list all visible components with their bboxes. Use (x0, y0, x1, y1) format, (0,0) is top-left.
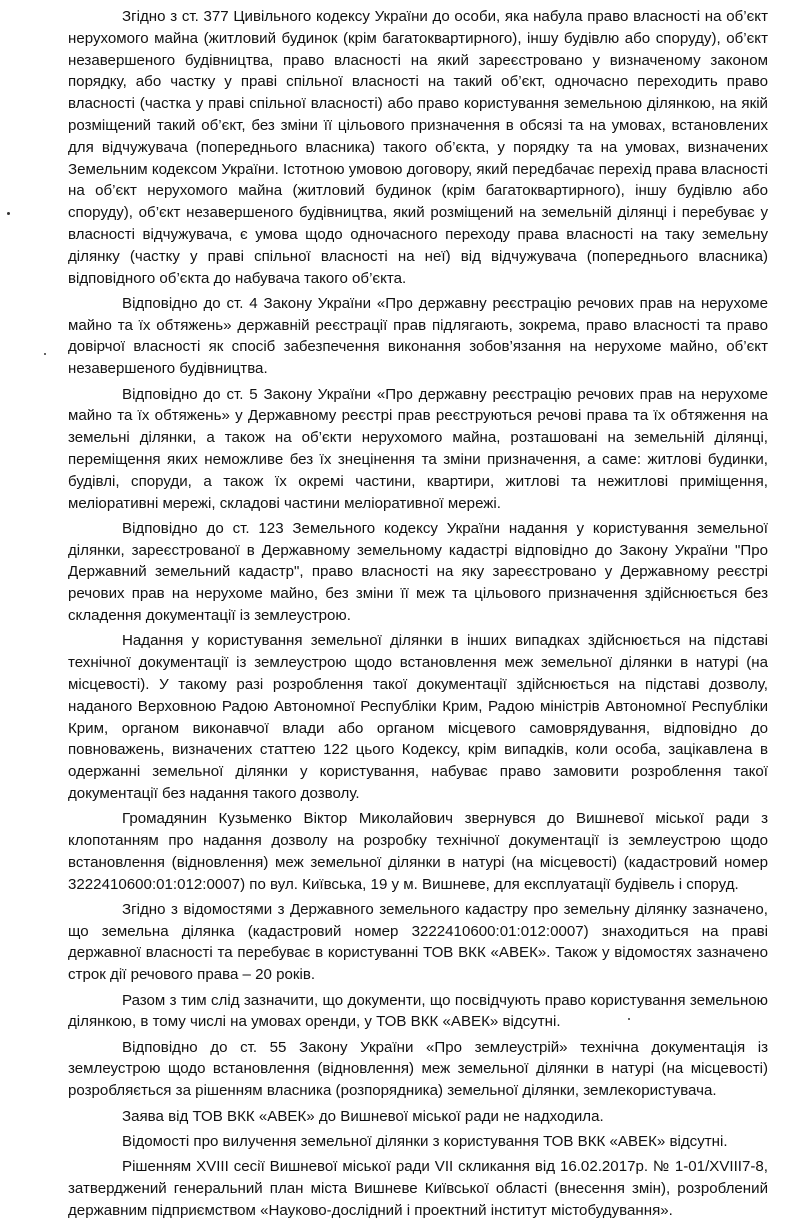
paragraph-3: Відповідно до ст. 5 Закону України «Про державну реєстрацію речових прав на нерухоме майно та їх обтяжень» у Державному реєстрі прав реєструються речові права та їх обтяження на земельні ділянки, а також на об’єкти нерухомого майна, розташовані на земельній ділянці, переміщення яких неможливе без їх знецінення та зміни призначення, а саме: житлові будинки, будівлі, споруди, а також їх окремі частини, квартири, житлові та нежитлові приміщення, меліоративні мережі, складові частини меліоративної мережі. (68, 385, 768, 512)
paragraph-2: Відповідно до ст. 4 Закону України «Про державну реєстрацію речових прав на нерухоме майно та їх обтяжень» державній реєстрації прав підлягають, зокрема, право власності та право довірчої власності як спосіб забезпечення виконання зобов’язання на нерухоме майно, об’єкт незавершеного будівництва. (68, 294, 768, 378)
paragraph-4: Відповідно до ст. 123 Земельного кодексу України надання у користування земельної ділянки, зареєстрованої в Державному земельному кадастрі відповідно до Закону України "Про Державний земельний кадастр", право власності на яку зареєстровано у Державному реєстрі речових прав на нерухоме майно, без зміни її меж та цільового призначення здійснюється без складення документації із землеустрою. (68, 519, 768, 625)
paragraph-7: Згідно з відомостями з Державного земельного кадастру про земельну ділянку зазначено, що земельна ділянка (кадастровий номер 3222410600:01:012:0007) знаходиться на праві державної власності та перебуває в користуванні ТОВ ВКК «АВЕК». Також у відомостях зазначено строк дії речового права – 20 років. (68, 900, 768, 984)
paragraph-6: Громадянин Кузьменко Віктор Миколайович звернувся до Вишневої міської ради з клопотанням про надання дозволу на розробку технічної документації із землеустрою щодо встановлення (відновлення) меж земельної ділянки в натурі (на місцевості) (кадастровий номер 3222410600:01:012:0007) по вул. Київська, 19 у м. Вишневе, для експлуатації будівель і споруд. (68, 810, 768, 893)
document-body (68, 6, 768, 1225)
paragraph-12: Рішенням XVIII сесії Вишневої міської ради VII скликання від 16.02.2017р. № 1-01/XVIII7-8, затверджений генеральний план міста Вишневе Київської області (внесення змін), розроблений державним підприємством «Науково-дослідний і проектний інститут містобудування». (68, 1158, 768, 1219)
paragraph-9: Відповідно до ст. 55 Закону України «Про землеустрій» технічна документація із землеустрою щодо встановлення (відновлення) меж земельної ділянки в натурі (на місцевості) розробляється за рішенням власника (розпорядника) земельної ділянки, землекористувача. (68, 1038, 768, 1100)
scan-speck (7, 212, 10, 215)
paragraph-10: Заява від ТОВ ВКК «АВЕК» до Вишневої міської ради не надходила. (122, 1107, 604, 1125)
paragraph-1: Згідно з ст. 377 Цивільного кодексу України до особи, яка набула право власності на об’єкт нерухомого майна (житловий будинок (крім багатоквартирного), іншу будівлю або споруду), об’єкт незавершеного будівництва, право власності на який зареєстровано у визначеному законом порядку, або частку у праві спільної власності на такий об’єкт, одночасно переходить право власності (частка у праві спільної власності) або право користування земельною ділянкою, на якій розміщений такий об’єкт, без зміни її цільового призначення в обсязі та на умовах, встановлених для відчужувача (попереднього власника) такого об’єкта, у порядку та на умовах, визначених Земельним кодексом України. Істотною умовою договору, який передбачає перехід права власності на об’єкт нерухомого майна (житловий будинок (крім багатоквартирного), іншу будівлю або споруду), об’єкт незавершеного будівництва, який розміщений на земельній ділянці і перебуває у власності відчужувача, є умова щодо одночасного переходу права власності на таку земельну ділянку (частку у праві спільної власності на неї) від відчужувача (попереднього власника) відповідного об’єкта до набувача такого об’єкта. (68, 8, 768, 287)
scan-speck (44, 353, 46, 355)
paragraph-8: Разом з тим слід зазначити, що документи, що посвідчують право користування земельною ділянкою, в тому числі на умовах оренди, у ТОВ ВКК «АВЕК» відсутні. (68, 991, 768, 1031)
scan-speck (628, 1018, 630, 1020)
paragraph-11: Відомості про вилучення земельної ділянки з користування ТОВ ВКК «АВЕК» відсутні. (122, 1132, 728, 1150)
paragraph-5: Надання у користування земельної ділянки в інших випадках здійснюється на підставі технічної документації із землеустрою щодо встановлення меж земельної ділянки в натурі (на місцевості). У такому разі розроблення такої документації здійснюється на підставі дозволу, наданого Верховною Радою Автономної Республіки Крим, Радою міністрів Автономної Республіки Крим, органом виконавчої влади або органом місцевого самоврядування, відповідно до повноважень, визначених статтею 122 цього Кодексу, крім випадків, коли особа, зацікавлена в одержанні земельної ділянки у користування, набуває право замовити розроблення такої документації без надання такого дозволу. (68, 632, 768, 802)
